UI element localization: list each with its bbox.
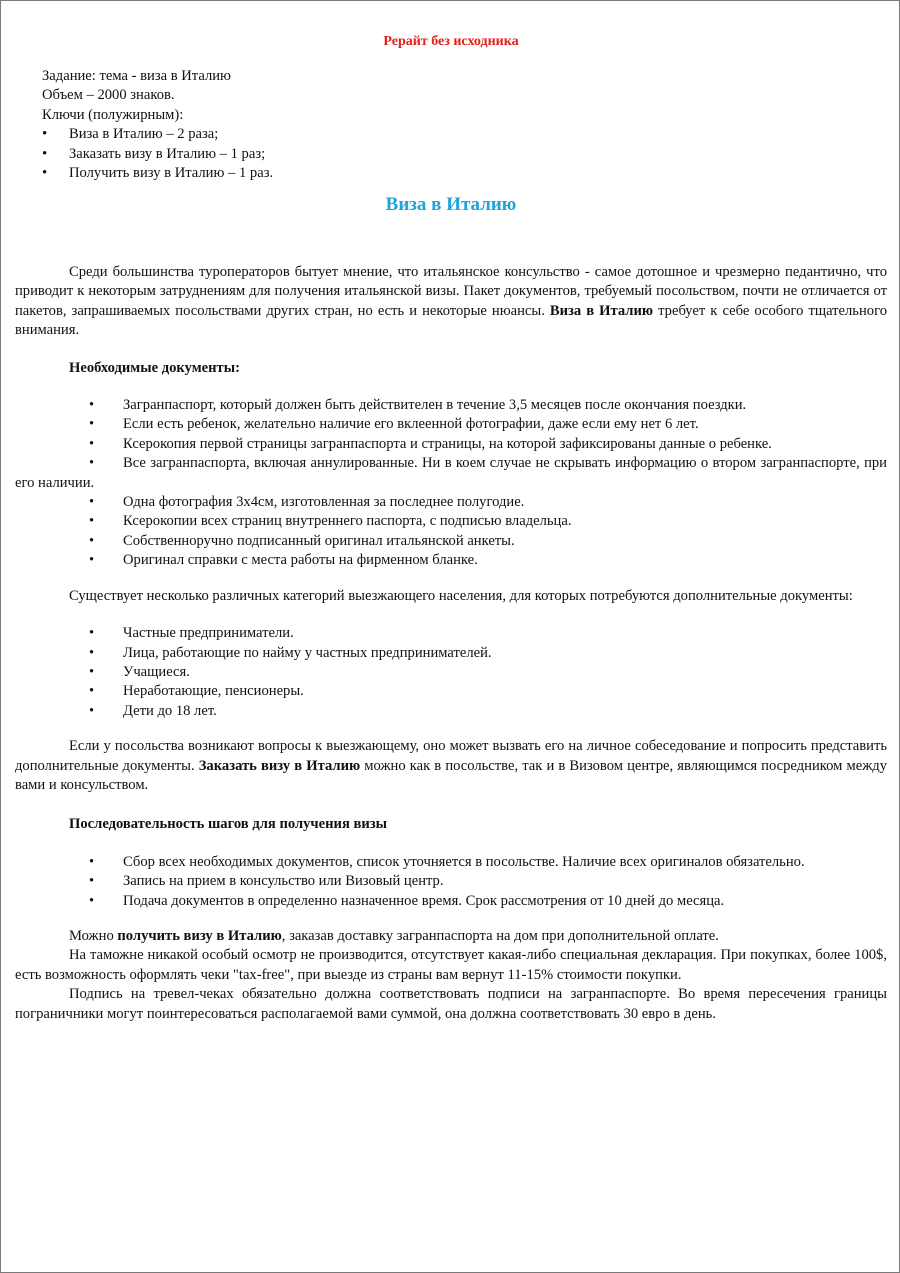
list-item: • Ксерокопия первой страницы загранпаспорта и страницы, на которой зафиксированы данные о ребенке.	[89, 435, 772, 452]
documents-list	[15, 396, 887, 571]
task-keys-list	[42, 125, 442, 183]
delivery-paragraph: Можно получить визу в Италию, заказав доставку загранпаспорта на дом при дополнительной оплате.	[69, 927, 719, 944]
signature-paragraph: Подпись на тревел-чеках обязательно должна соответствовать подписи на загранпаспорте. Во время пересечения границы пограничники могут поинтересоваться располагаемой вами суммой, она должна соответствовать 30 евро в день.	[15, 986, 887, 1022]
list-item: • Ксерокопии всех страниц внутреннего паспорта, с подписью владельца.	[89, 513, 572, 530]
article-body	[15, 263, 887, 1024]
list-item: • Виза в Италию – 2 раза;	[42, 125, 442, 144]
list-item: • Заказать визу в Италию – 1 раз;	[42, 145, 442, 164]
list-item: • Подача документов в определенно назначенное время. Срок рассмотрения от 10 дней до месяца.	[89, 892, 725, 909]
keyword-bold: Заказать визу в Италию	[198, 757, 361, 774]
list-item: • Собственноручно подписанный оригинал итальянской анкеты.	[89, 532, 515, 549]
interview-paragraph: Если у посольства возникают вопросы к выезжающему, оно может вызвать его на личное собеседование и попросить представить дополнительные документы. Заказать визу в Италию можно как в посольстве, так и в Визовом центре, являющимся посредником между вами и консульством.	[15, 738, 887, 793]
task-topic: Задание: тема - виза в Италию	[42, 68, 231, 84]
customs-paragraph: На таможне никакой особый осмотр не производится, отсутствует какая-либо специальная декларация. При покупках, более 100$, есть возможность оформлять чеки "tax-free", при выезде из страны вам вернут 11-15% стоимости покупки.	[15, 947, 887, 983]
categories-list	[15, 624, 887, 721]
categories-paragraph: Существует несколько различных категорий выезжающего населения, для которых потребуются дополнительные документы:	[69, 587, 853, 604]
section-heading-documents: Необходимые документы:	[69, 359, 240, 376]
list-item: • Загранпаспорт, который должен быть действителен в течение 3,5 месяцев после окончания поездки.	[89, 397, 747, 414]
list-item: • Неработающие, пенсионеры.	[89, 683, 304, 700]
rewrite-header: Рерайт без исходника	[383, 34, 519, 49]
task-keys-label: Ключи (полужирным):	[42, 106, 184, 123]
task-block	[42, 67, 442, 183]
list-item: • Оригинал справки с места работы на фирменном бланке.	[89, 552, 478, 569]
list-item: • Частные предприниматели.	[89, 625, 294, 642]
section-heading-steps: Последовательность шагов для получения визы	[69, 816, 388, 833]
list-item: • Лица, работающие по найму у частных предпринимателей.	[89, 644, 492, 661]
list-item: • Запись на прием в консульство или Визовый центр.	[89, 873, 444, 890]
keyword-bold: получить визу в Италию	[117, 927, 282, 944]
steps-list	[15, 853, 887, 911]
list-item: • Одна фотография 3х4см, изготовленная за последнее полугодие.	[89, 494, 525, 511]
intro-paragraph: Среди большинства туроператоров бытует мнение, что итальянское консульство - самое дотошное и чрезмерно педантично, что приводит к некоторым затруднениям для получения итальянской визы. Пакет документов, требуемый посольством, почти не отличается от пакетов, запрашиваемых посольствами других стран, но есть и некоторые нюансы. Виза в Италию требует к себе особого тщательного внимания.	[15, 264, 887, 339]
list-item: • Все загранпаспорта, включая аннулированные. Ни в коем случае не скрывать информацию о втором загранпаспорте, при его наличии.	[15, 455, 887, 491]
article-title: Виза в Италию	[385, 194, 517, 215]
list-item: • Получить визу в Италию – 1 раз.	[42, 164, 442, 183]
list-item: • Сбор всех необходимых документов, список уточняется в посольстве. Наличие всех оригиналов обязательно.	[89, 853, 805, 870]
list-item: • Дети до 18 лет.	[89, 702, 217, 719]
task-volume: Объем – 2000 знаков.	[42, 87, 175, 104]
list-item: • Учащиеся.	[89, 663, 190, 680]
keyword-bold: Виза в Италию	[549, 302, 654, 319]
list-item: • Если есть ребенок, желательно наличие его вклеенной фотографии, даже если ему нет 6 лет.	[89, 416, 699, 433]
